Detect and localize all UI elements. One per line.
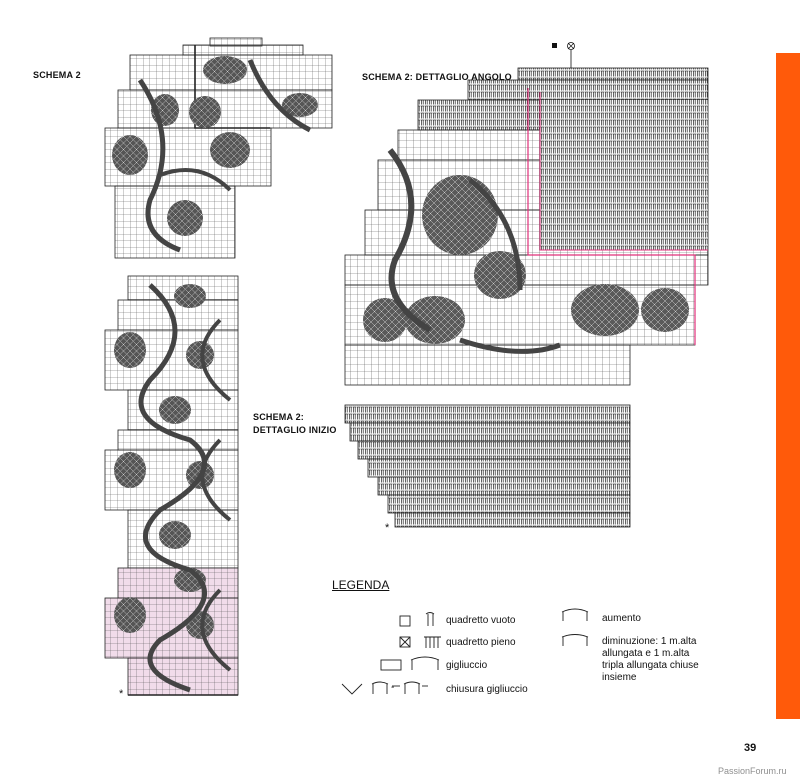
legend-filled-square: quadretto pieno [446, 637, 516, 648]
dettaglio-inizio-title-line2: DETTAGLIO INIZIO [253, 425, 337, 435]
start-mark-schema: * [119, 688, 124, 700]
legend-diminuzione-line3: tripla allungata chiuse [602, 660, 699, 671]
legend-diminuzione-line4: insieme [602, 672, 637, 683]
legend-aumento: aumento [602, 613, 641, 624]
dettaglio-inizio-chart [345, 405, 630, 527]
dettaglio-inizio-title-line1: SCHEMA 2: [253, 412, 304, 422]
legend-gigliuccio: gigliuccio [446, 660, 488, 671]
dettaglio-angolo-title: SCHEMA 2: DETTAGLIO ANGOLO [362, 72, 512, 82]
legend-separator: - [391, 682, 395, 693]
legend-title: LEGENDA [332, 578, 390, 592]
dettaglio-angolo-chart [345, 43, 708, 386]
schema2-vertical-chart [105, 276, 238, 695]
page-number: 39 [744, 742, 757, 754]
legend-diminuzione-line2: allungata e 1 m.alta [602, 648, 690, 659]
schema2-title: SCHEMA 2 [33, 70, 81, 80]
legend-chiusura-gigliuccio: chiusura gigliuccio [446, 684, 528, 695]
start-mark-inizio: * [385, 522, 390, 534]
schema2-top-chart [105, 38, 332, 258]
legend-empty-square: quadretto vuoto [446, 615, 516, 626]
legend-diminuzione-line1: diminuzione: 1 m.alta [602, 636, 697, 647]
watermark: PassionForum.ru [718, 766, 787, 776]
